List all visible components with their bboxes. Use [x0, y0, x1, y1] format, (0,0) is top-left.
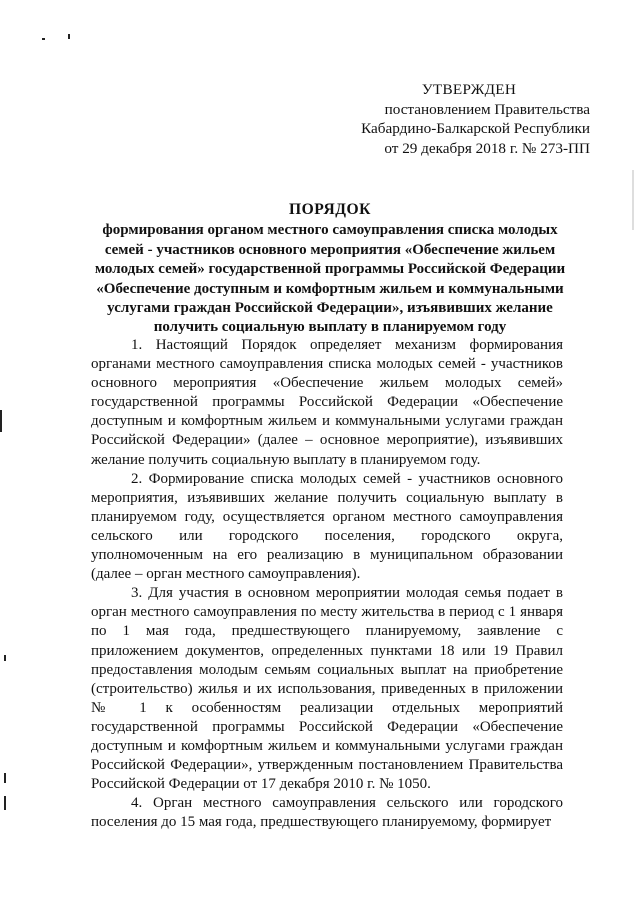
approval-line: от 29 декабря 2018 г. № 273-ПП [384, 139, 590, 157]
approval-line: постановлением Правительства [384, 100, 590, 118]
scan-artifact [0, 410, 2, 432]
document-heading [88, 200, 572, 338]
paragraph: 4. Орган местного самоуправления сельского или городского поселения до 15 мая года, предшествующего планируемому, формирует [91, 795, 563, 831]
scan-artifact [42, 38, 45, 40]
paragraph: 1. Настоящий Порядок определяет механизм формирования органами местного самоуправления списка молодых семей - участников основного мероприятия «Обеспечение жильем молодых семей» государственной программы Российской Федерации «Обеспечение доступным и комфортным жильем и коммунальными услугами граждан Российской Федерации» (далее – основное мероприятие), изъявивших желание получить социальную выплату в планируемом году. [91, 337, 563, 468]
document-subtitle: формирования органом местного самоуправления списка молодых семей - участников основного мероприятия «Обеспечение жильем молодых семей» государственной программы Российской Федерации «Обеспечение доступным и комфортным жильем и коммунальными услугами граждан Российской Федерации», изъявивших желание получить социальную выплату в планируемом году [94, 222, 566, 336]
approval-stamp [330, 80, 590, 158]
scan-artifact [632, 170, 634, 230]
document-title: ПОРЯДОК [289, 201, 371, 218]
approval-line: Кабардино-Балкарской Республики [361, 120, 590, 137]
scan-artifact [4, 796, 6, 810]
approval-title: УТВЕРЖДЕН [421, 81, 517, 98]
scan-artifact [68, 34, 70, 39]
document-body [91, 336, 563, 832]
scan-artifact [4, 773, 6, 783]
scan-artifact [4, 655, 6, 661]
paragraph: 3. Для участия в основном мероприятии молодая семья подает в орган местного самоуправления по месту жительства в период с 1 января по 1 мая года, предшествующего планируемому, заявление с приложением документов, определенных пунктами 18 или 19 Правил предоставления молодым семьям социальных выплат на приобретение (строительство) жилья и их использования, приведенных в приложении № 1 к особенностям реализации отдельных мероприятий государственной программы Российской Федерации «Обеспечение доступным и комфортным жильем и коммунальными услугами граждан Российской Федерации», утвержденным постановлением Правительства Российской Федерации от 17 декабря 2010 г. № 1050. [91, 585, 563, 793]
paragraph: 2. Формирование списка молодых семей - участников основного мероприятия, изъявивших желание получить социальную выплату в планируемом году, осуществляется органом местного самоуправления сельского или городского поселения, городского округа, уполномоченным на его реализацию в муниципальном образовании (далее – орган местного самоуправления). [91, 470, 563, 583]
